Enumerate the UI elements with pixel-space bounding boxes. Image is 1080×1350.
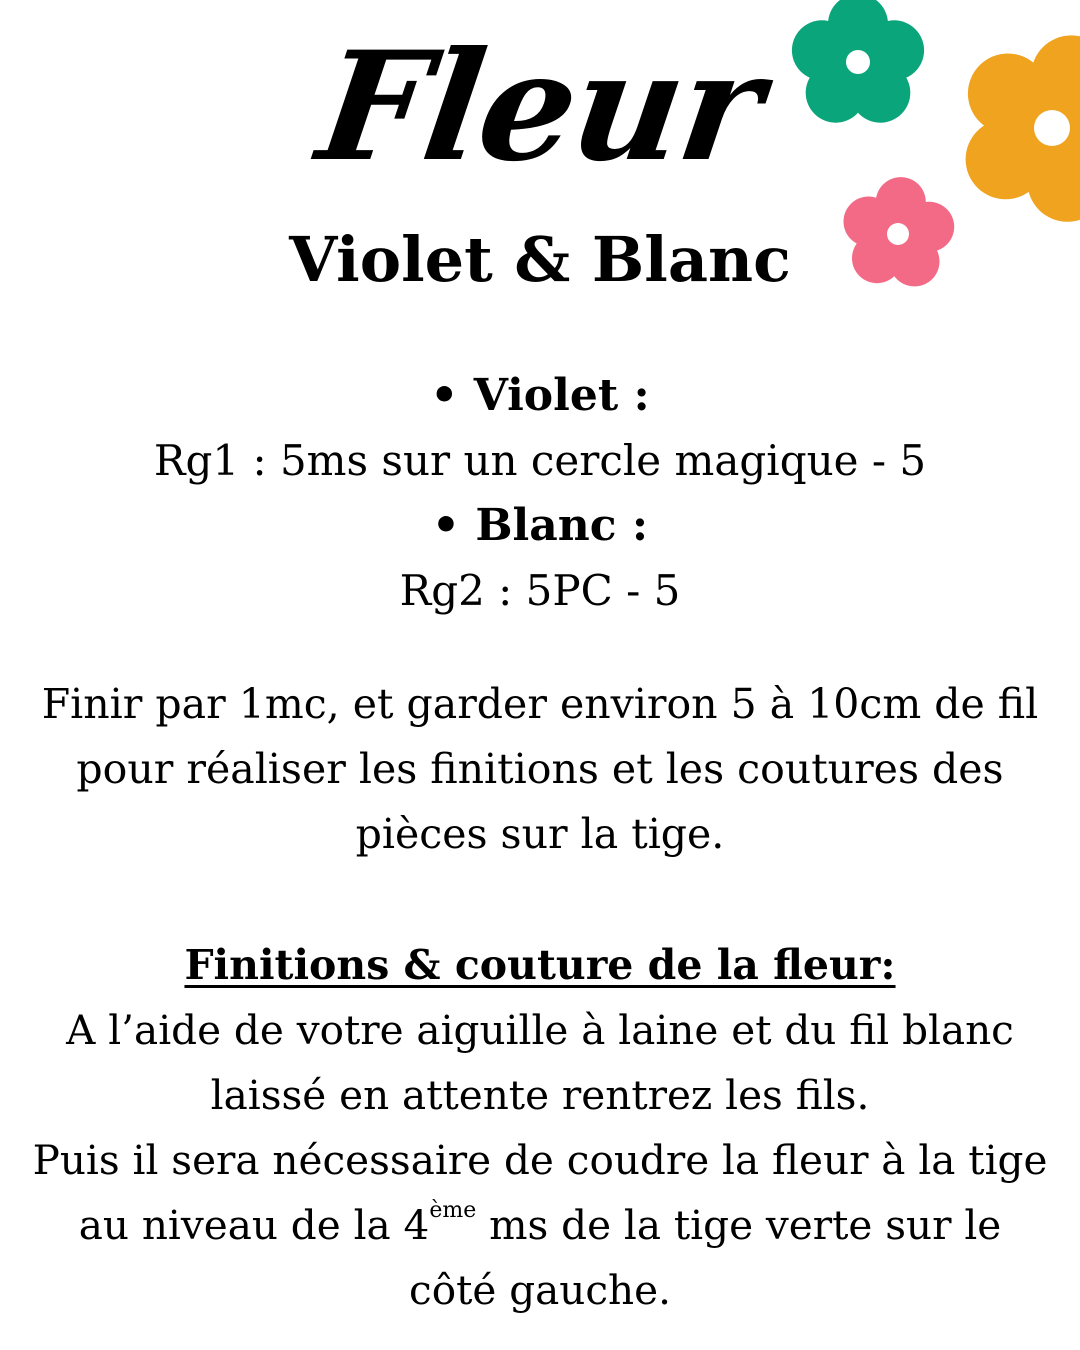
- ordinal-suffix: ème: [429, 1198, 477, 1223]
- finitions-text-2-start: Puis il sera nécessaire de coudre la fleur à la tige au niveau de la 4: [32, 1136, 1048, 1249]
- orange-flower-icon: [966, 35, 1080, 221]
- finitions-section: [0, 933, 1080, 1323]
- color-rows: [0, 363, 1080, 623]
- pink-flower-icon: [844, 177, 955, 286]
- flower-center: [846, 50, 870, 74]
- finitions-text-2: [30, 1128, 1050, 1323]
- page-title: Fleur: [309, 19, 771, 195]
- violet-heading: • Violet :: [430, 370, 650, 421]
- violet-row: Rg1 : 5ms sur un cercle magique - 5: [153, 436, 927, 485]
- flower-center: [887, 223, 909, 245]
- blanc-row: Rg2 : 5PC - 5: [399, 566, 681, 615]
- finitions-text-2-end: ms de la tige verte sur le côté gauche.: [409, 1201, 1002, 1314]
- flower-center: [1034, 110, 1070, 146]
- finitions-heading: Finitions & couture de la fleur:: [184, 941, 896, 989]
- finish-paragraph: Finir par 1mc, et garder environ 5 à 10cm de fil pour réaliser les finitions et les coutures des pièces sur la tige.: [41, 680, 1039, 858]
- flowers-decoration: [770, 0, 1080, 310]
- green-flower-icon: [792, 0, 924, 123]
- page-subtitle: Violet & Blanc: [289, 223, 791, 296]
- blanc-heading: • Blanc :: [431, 500, 649, 551]
- finitions-text-1: A l’aide de votre aiguille à laine et du fil blanc laissé en attente rentrez les fils.: [66, 1006, 1014, 1119]
